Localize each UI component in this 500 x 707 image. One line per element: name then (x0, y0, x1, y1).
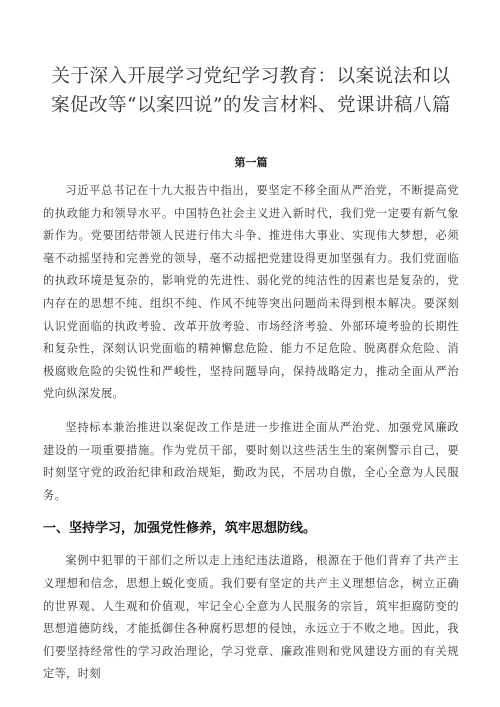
section-paragraph: 案例中犯罪的干部们之所以走上违纪违法道路，根源在于他们背弃了共产主义理想和信念，思想上蜕化变质。我们要有坚定的共产主义理想信念，树立正确的世界观、人生观和价值观，牢记全心全意为人民服务的宗旨，筑牢拒腐防变的思想道德防线，才能抵御住各种腐朽思想的侵蚀，永远立于不败之地。因此，我们要坚持经常性的学习政治理论，学习党章、廉政准则和党风建设方面的有关规定等，时刻 (43, 554, 459, 681)
body-paragraph: 习近平总书记在十九大报告中指出，要坚定不移全面从严治党，不断提高党的执政能力和领导水平。中国特色社会主义进入新时代，我们党一定要有新气象新作为。党要团结带领人民进行伟大斗争、推进伟大事业、实现伟大梦想，必须毫不动摇坚持和完善党的领导，毫不动摇把党建设得更加坚强有力。我们党面临的执政环境是复杂的，影响党的先进性、弱化党的纯洁性的因素也是复杂的，党内存在的思想不纯、组织不纯、作风不纯等突出问题尚未得到根本解决。要深刻认识党面临的执政考验、改革开放考验、市场经济考验、外部环境考验的长期性和复杂性，深刻认识党面临的精神懈怠危险、能力不足危险、脱离群众危险、消极腐败危险的尖锐性和严峻性，坚持问题导向，保持战略定力，推动全面从严治党向纵深发展。 (43, 184, 459, 401)
chapter-heading: 第一篇 (234, 156, 268, 169)
section-heading: 一、坚持学习，加强党性修养，筑牢思想防线。 (43, 521, 317, 537)
document-title: 关于深入开展学习党纪学习教育：以案说法和以案促改等“以案四说”的发言材料、党课讲稿八篇 (51, 66, 451, 116)
body-paragraph: 坚持标本兼治推进以案促改工作是进一步推进全面从严治党、加强党风廉政建设的一项重要措施。作为党员干部，要时刻以这些活生生的案例警示自己，要时刻坚守党的政治纪律和政治规矩，勤政为民，不居功自傲，全心全意为人民服务。 (43, 420, 459, 502)
